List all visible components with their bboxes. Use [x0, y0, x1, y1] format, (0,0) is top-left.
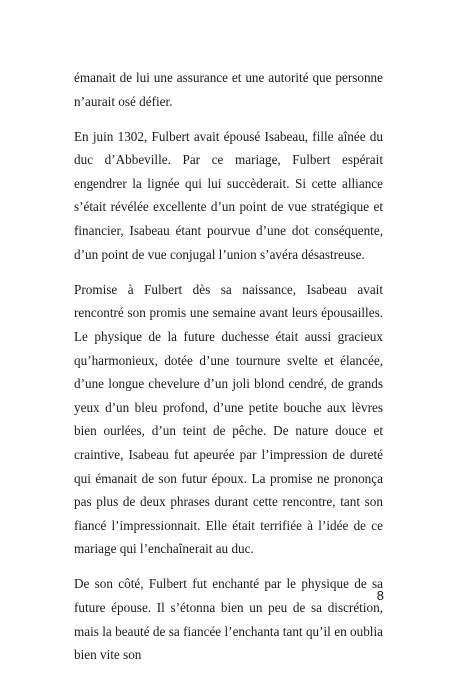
paragraph-4: De son côté, Fulbert fut enchanté par le physique de sa future épouse. Il s’étonna bien un peu de sa discrétion, mais la beauté de sa fiancée l’enchanta tant qu’il en oublia bien vite son: [74, 576, 383, 663]
paragraph-3: Promise à Fulbert dès sa naissance, Isabeau avait rencontré son promis une semaine avant leurs épousailles. Le physique de la future duchesse était aussi gracieux qu’harmonieux, dotée d’une tournure svelte et élancée, d’une longue chevelure d’un joli blond cendré, de grands yeux d’un bleu profond, d’une petite bouche aux lèvres bien ourlées, d’un teint de pêche. De nature douce et craintive, Isabeau fut apeurée par l’impression de dureté qui émanait de son futur époux. La promise ne prononça pas plus de deux phrases durant cette rencontre, tant son fiancé l’impressionnait. Elle était terrifiée à l’idée de ce mariage qui l’enchaînerait au duc.: [74, 281, 383, 557]
paragraph-2: En juin 1302, Fulbert avait épousé Isabeau, fille aînée du duc d’Abbeville. Par ce mariage, Fulbert espérait engendrer la lignée qui lui succèderait. Si cette alliance s’était révélée excellente d’un point de vue stratégique et financier, Isabeau étant pourvue d’une dot conséquente, d’un point de vue conjugal l’union s’avéra désastreuse.: [74, 128, 383, 262]
page-number: 8: [376, 588, 384, 603]
body-text: [74, 66, 383, 678]
paragraph-1: émanait de lui une assurance et une autorité que personne n’aurait osé défier.: [74, 70, 383, 109]
